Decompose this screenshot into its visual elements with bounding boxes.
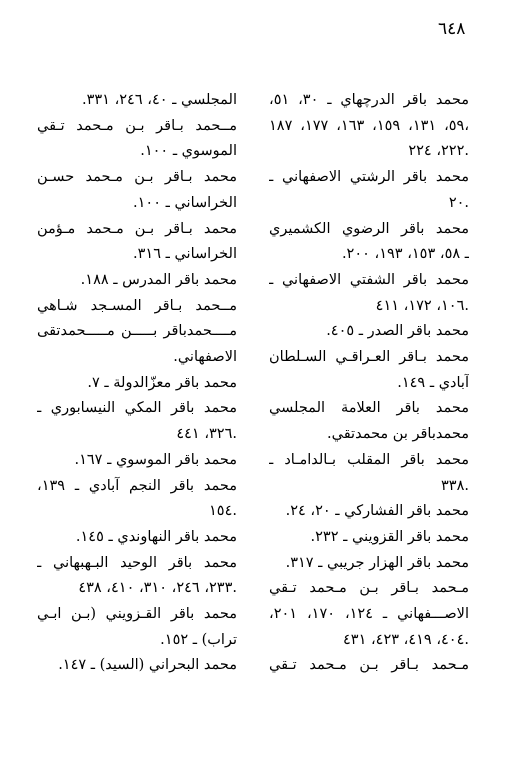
- index-line: محمد باقر الهزار جريبي ـ ٣١٧.: [285, 554, 469, 571]
- index-line: مــحمد بـاقر بـن مـحمد تـقي: [37, 117, 237, 134]
- page-number: ٦٤٨: [438, 19, 466, 39]
- index-line: محمد باقر الدرچهاي ـ ٣٠، ٥١،: [269, 92, 469, 108]
- index-line: محمد باقر الشفتي الاصفهاني ـ: [269, 271, 469, 288]
- index-line: ٢٠.: [448, 194, 469, 211]
- index-line: محمد باقر النهاوندي ـ ١٤٥.: [75, 528, 237, 545]
- index-line: مــحمد بـاقر المسـجد شـاهي: [37, 297, 237, 314]
- index-line: المجلسي ـ ٤٠، ٢٤٦، ٣٣١.: [81, 92, 237, 108]
- index-line: محمد باقر الموسوي ـ ١٦٧.: [74, 451, 237, 468]
- index-line: آبادي ـ ١٤٩.: [397, 374, 469, 391]
- index-line: مـحمد بـاقر بـن مـحمد تـقي: [269, 657, 469, 674]
- index-line: مــــحمدباقر بـــــن مـــــحمدتقى: [37, 323, 237, 340]
- index-line: ١٥٤.: [209, 503, 237, 520]
- index-line: محمدباقر بن محمدتقي.: [327, 426, 469, 443]
- index-line: الخراساني ـ ١٠٠.: [133, 194, 237, 211]
- index-line: محمد البحراني (السيد) ـ ١٤٧.: [58, 657, 237, 674]
- index-line: ٤٠٤، ٤١٩، ٤٢٣، ٤٣١.: [343, 631, 469, 648]
- index-line: الاصفهاني.: [173, 349, 237, 365]
- index-line: محمد باقر النجم آبادي ـ ١٣٩،: [37, 477, 237, 494]
- index-line: محمد باقر المكي النيسابوري ـ: [37, 400, 237, 417]
- index-line: محمد بـاقر العـراقـي السـلطان: [269, 349, 469, 365]
- index-line: محمد باقر الرشتي الاصفهاني ـ: [269, 169, 469, 186]
- index-line: محمد باقر العلامة المجلسي: [269, 400, 469, 417]
- index-line: محمد بـاقر بـن مـحمد مـؤمن: [37, 220, 237, 237]
- index-line: ٥٩، ١٣١، ١٥٩، ١٦٣، ١٧٧، ١٨٧،: [269, 117, 469, 134]
- index-line: محمد باقر الوحيد البـهبهاني ـ: [37, 554, 237, 571]
- index-line: محمد بـاقر بـن مـحمد حسـن: [37, 169, 237, 186]
- index-line: ١٠٦، ١٧٢، ٤١١.: [375, 297, 469, 314]
- index-line: محمد باقر الرضوي الكشميري: [269, 220, 469, 237]
- index-line: محمد باقر معزّالدولة ـ ٧.: [87, 374, 237, 391]
- index-line: الاصـــفهاني ـ ١٢٤، ١٧٠، ٢٠١،: [269, 606, 469, 622]
- index-line: ـ ٥٨، ١٥٣، ١٩٣، ٢٠٠.: [341, 246, 469, 263]
- index-line: الموسوي ـ ١٠٠.: [140, 143, 237, 160]
- index-line: مـحمد بـاقر بـن مـحمد تـقي: [269, 580, 469, 597]
- index-line: محمد باقر المقلب بـالدامـاد ـ: [269, 451, 469, 468]
- index-line: محمد باقر الصدر ـ ٤٠٥.: [326, 323, 469, 340]
- index-line: ٢٣٣، ٢٤٦، ٣١٠، ٤١٠، ٤٣٨.: [78, 580, 237, 597]
- index-line: ٢٢٢، ٢٢٤.: [408, 143, 469, 160]
- index-line: ٣٣٨.: [441, 477, 469, 494]
- index-line: محمد باقر الفشاركي ـ ٢٠، ٢٤.: [285, 503, 469, 520]
- index-line: محمد باقر القـزويني (بـن ابـي: [37, 606, 237, 622]
- index-line: الخراساني ـ ٣١٦.: [133, 246, 237, 263]
- index-line: تراب) ـ ١٥٢.: [160, 631, 237, 648]
- index-line: ٣٢٦، ٤٤١.: [176, 426, 237, 443]
- index-line: محمد باقر المدرس ـ ١٨٨.: [80, 271, 237, 288]
- index-line: محمد باقر القزويني ـ ٢٣٢.: [310, 528, 469, 545]
